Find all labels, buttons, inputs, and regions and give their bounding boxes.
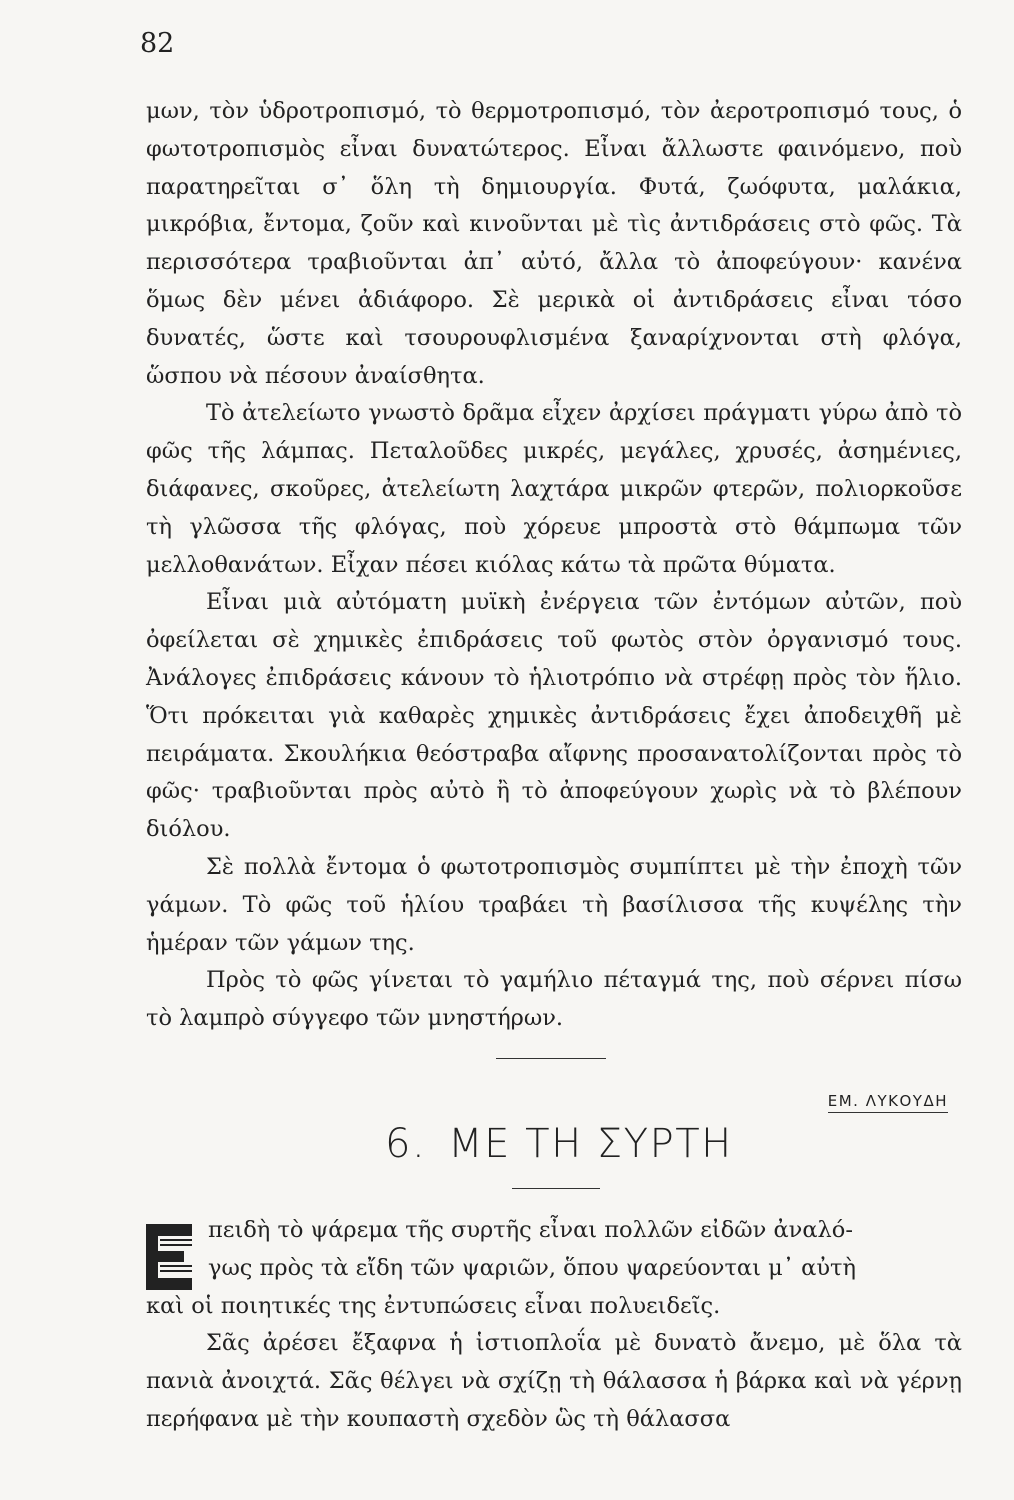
text-line: πειδὴ τὸ ψάρεμα τῆς συρτῆς εἶναι πολλῶν εἰδῶν ἀναλό- — [208, 1217, 853, 1243]
text-line: καὶ οἱ ποιητικές της ἐντυπώσεις εἶναι πολυειδεῖς. — [146, 1292, 721, 1319]
paragraph — [146, 1212, 962, 1325]
chapter-heading — [385, 1116, 733, 1172]
paragraph: μων, τὸν ὑδροτροπισμό, τὸ θερμοτροπισμό, τὸν ἀεροτροπισμό τους, ὁ φωτοτροπισμὸς εἶναι δυνατώτερος. Εἶναι ἄλλωστε φαινόμενο, ποὺ παρατηρεῖται σ᾽ ὅλη τὴ δημιουργία. Φυτά, ζωόφυτα, μαλάκια, μικρόβια, ἔντομα, ζοῦν καὶ κινοῦνται μὲ τὶς ἀντιδράσεις στὸ φῶς. Τὰ περισσότερα τραβιοῦνται ἀπ᾽ αὐτό, ἄλλα τὸ ἀποφεύγουν· κανένα ὅμως δὲν μένει ἀδιάφορο. Σὲ μερικὰ οἱ ἀντιδράσεις εἶναι τόσο δυνατές, ὥστε καὶ τσουρουφλισμένα ξαναρίχνονται στὴ φλόγα, ὥσπου νὰ πέσουν ἀναίσθητα. — [146, 98, 962, 389]
section-divider — [496, 1058, 606, 1059]
paragraph: Εἶναι μιὰ αὐτόματη μυϊκὴ ἐνέργεια τῶν ἐντόμων αὐτῶν, ποὺ ὀφείλεται σὲ χημικὲς ἐπιδράσεις τοῦ φωτὸς στὸν ὀργανισμό τους. Ἀνάλογες ἐπιδράσεις κάνουν τὸ ἡλιοτρόπιο νὰ στρέφῃ πρὸς τὸν ἥλιο. Ὅτι πρόκειται γιὰ καθαρὲς χημικὲς ἀντιδράσεις ἔχει ἀποδειχθῆ μὲ πειράματα. Σκουλήκια θεόστραβα αἴφνης προσανατολίζονται πρὸς τὸ φῶς· τραβιοῦνται πρὸς αὐτὸ ἢ τὸ ἀποφεύγουν χωρὶς νὰ τὸ βλέπουν διόλου. — [146, 589, 962, 843]
body-text-section-2 — [146, 1212, 962, 1439]
text-line: γως πρὸς τὰ εἴδη τῶν ψαριῶν, ὅπου ψαρεύονται μ᾽ αὐτὴ — [208, 1254, 856, 1281]
paragraph: Τὸ ἀτελείωτο γνωστὸ δρᾶμα εἶχεν ἀρχίσει πράγματι γύρω ἀπὸ τὸ φῶς τῆς λάμπας. Πεταλοῦδες μικρές, μεγάλες, χρυσές, ἀσημένιες, διάφανες, σκοῦρες, ἀτελείωτη λαχτάρα μικρῶν φτερῶν, πολιορκοῦσε τὴ γλῶσσα τῆς φλόγας, ποὺ χόρευε μπροστὰ στὸ θάμπωμα τῶν μελλοθανάτων. Εἶχαν πέσει κιόλας κάτω τὰ πρῶτα θύματα. — [146, 400, 962, 578]
chapter-number: 6. — [385, 1121, 427, 1167]
paragraph: Πρὸς τὸ φῶς γίνεται τὸ γαμήλιο πέταγμά της, ποὺ σέρνει πίσω τὸ λαμπρὸ σύγγεφο τῶν μνηστήρων. — [146, 967, 962, 1032]
paragraph: Σᾶς ἀρέσει ἔξαφνα ἡ ἱστιοπλοΐα μὲ δυνατὸ ἄνεμο, μὲ ὅλα τὰ πανιὰ ἀνοιχτά. Σᾶς θέλγει νὰ σχίζῃ τὴ θάλασσα ἡ βάρκα καὶ νὰ γέρνῃ περήφανα μὲ τὴν κουπαστὴ σχεδὸν ὣς τὴ θάλασσα — [146, 1330, 962, 1432]
chapter-title: ΜΕ ΤΗ ΣΥΡΤΗ — [448, 1121, 733, 1167]
author-name: ΕΜ. ΛΥΚΟΥΔΗ — [828, 1092, 948, 1113]
body-text-section-1 — [146, 93, 962, 1038]
page-number: 82 — [140, 28, 175, 59]
paragraph: Σὲ πολλὰ ἔντομα ὁ φωτοτροπισμὸς συμπίπτει μὲ τὴν ἐποχὴ τῶν γάμων. Τὸ φῶς τοῦ ἡλίου τραβάει τὴ βασίλισσα τῆς κυψέλης τὴν ἡμέραν τῶν γάμων της. — [146, 853, 962, 956]
title-underline — [512, 1188, 600, 1189]
